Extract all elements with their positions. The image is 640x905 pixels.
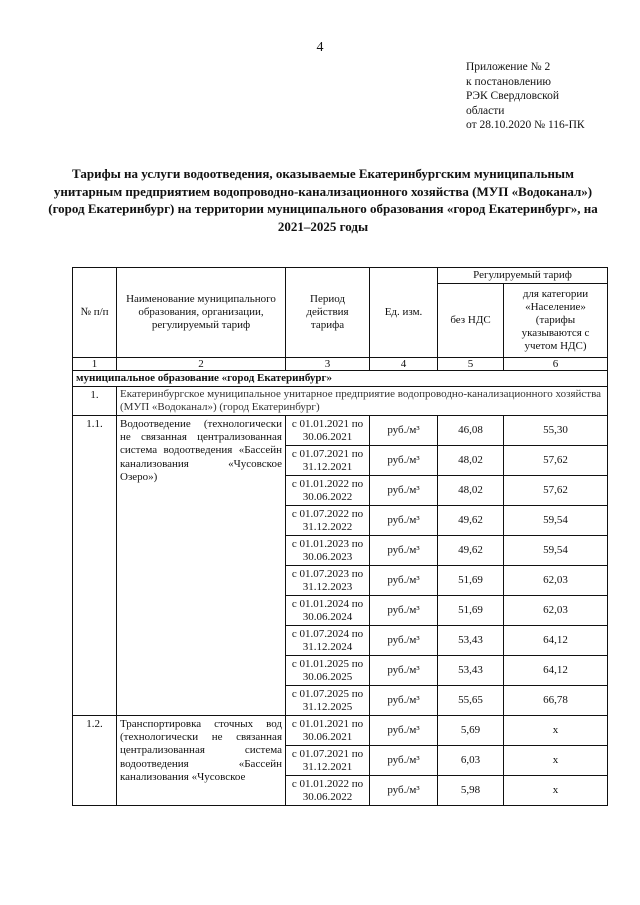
tariff-population-cell: 64,12	[504, 626, 608, 656]
header-period: Период действия тарифа	[286, 268, 370, 358]
tariff-no-vat-cell: 51,69	[438, 566, 504, 596]
page-number: 4	[316, 40, 324, 55]
header-unit: Ед. изм.	[370, 268, 438, 358]
document-title: Тарифы на услуги водоотведения, оказываемые Екатеринбургским муниципальным унитарным предприятием водопроводно-канализационного хозяйства (МУП «Водоканал») (город Екатеринбург) на территории муниципального образования «город Екатеринбург», на 2021–2025 годы	[48, 166, 598, 234]
municipality-row: муниципальное образование «город Екатеринбург»	[73, 371, 608, 387]
col-number: 3	[286, 358, 370, 371]
tariff-population-cell: 66,78	[504, 686, 608, 716]
period-cell: с 01.01.2021 по 30.06.2021	[286, 416, 370, 446]
annex-line: от 28.10.2020 № 116-ПК	[466, 119, 585, 131]
period-cell: с 01.01.2023 по 30.06.2023	[286, 536, 370, 566]
tariff-no-vat-cell: 49,62	[438, 536, 504, 566]
period-cell: с 01.01.2024 по 30.06.2024	[286, 596, 370, 626]
period-cell: с 01.07.2021 по 31.12.2021	[286, 746, 370, 776]
unit-cell: руб./м³	[370, 626, 438, 656]
period-cell: с 01.07.2022 по 31.12.2022	[286, 506, 370, 536]
annex-line: РЭК Свердловской	[466, 90, 559, 102]
tariff-population-cell: 62,03	[504, 566, 608, 596]
group-name: Транспортировка сточных вод (технологически не связанная централизованная система водоотведения «Бассейн канализования «Чусовское	[117, 716, 286, 806]
tariff-population-cell: 59,54	[504, 536, 608, 566]
header-no-vat: без НДС	[438, 284, 504, 358]
unit-cell: руб./м³	[370, 506, 438, 536]
period-cell: с 01.01.2025 по 30.06.2025	[286, 656, 370, 686]
unit-cell: руб./м³	[370, 686, 438, 716]
tariff-no-vat-cell: 5,69	[438, 716, 504, 746]
tariff-no-vat-cell: 5,98	[438, 776, 504, 806]
unit-cell: руб./м³	[370, 596, 438, 626]
tariff-no-vat-cell: 48,02	[438, 446, 504, 476]
col-number: 4	[370, 358, 438, 371]
col-number: 2	[117, 358, 286, 371]
group-num: 1.1.	[73, 416, 117, 716]
period-cell: с 01.01.2021 по 30.06.2021	[286, 716, 370, 746]
group-num: 1.2.	[73, 716, 117, 806]
tariff-no-vat-cell: 6,03	[438, 746, 504, 776]
header-name: Наименование муниципального образования, организации, регулируемый тариф	[117, 268, 286, 358]
header-num: № п/п	[73, 268, 117, 358]
tariff-no-vat-cell: 53,43	[438, 656, 504, 686]
period-cell: с 01.07.2024 по 31.12.2024	[286, 626, 370, 656]
org-num: 1.	[73, 387, 117, 416]
table-row	[73, 416, 608, 446]
unit-cell: руб./м³	[370, 656, 438, 686]
unit-cell: руб./м³	[370, 476, 438, 506]
unit-cell: руб./м³	[370, 776, 438, 806]
tariff-no-vat-cell: 51,69	[438, 596, 504, 626]
annex-line: области	[466, 104, 505, 117]
tariff-no-vat-cell: 48,02	[438, 476, 504, 506]
annex-line: Приложение № 2	[466, 61, 551, 73]
period-cell: с 01.07.2021 по 31.12.2021	[286, 446, 370, 476]
tariff-population-cell: 64,12	[504, 656, 608, 686]
annex-block	[466, 60, 585, 133]
tariff-population-cell: 57,62	[504, 446, 608, 476]
col-number: 6	[504, 358, 608, 371]
tariff-population-cell: 55,30	[504, 416, 608, 446]
tariff-population-cell: х	[504, 776, 608, 806]
tariff-population-cell: х	[504, 746, 608, 776]
tariff-population-cell: 59,54	[504, 506, 608, 536]
tariff-population-cell: х	[504, 716, 608, 746]
tariff-no-vat-cell: 55,65	[438, 686, 504, 716]
unit-cell: руб./м³	[370, 446, 438, 476]
tariff-no-vat-cell: 46,08	[438, 416, 504, 446]
unit-cell: руб./м³	[370, 566, 438, 596]
unit-cell: руб./м³	[370, 416, 438, 446]
table-row	[73, 716, 608, 746]
header-population: для категории «Население» (тарифы указываются с учетом НДС)	[504, 284, 608, 358]
period-cell: с 01.07.2025 по 31.12.2025	[286, 686, 370, 716]
tariff-no-vat-cell: 49,62	[438, 506, 504, 536]
period-cell: с 01.01.2022 по 30.06.2022	[286, 476, 370, 506]
col-number: 1	[73, 358, 117, 371]
unit-cell: руб./м³	[370, 536, 438, 566]
unit-cell: руб./м³	[370, 746, 438, 776]
tariff-population-cell: 57,62	[504, 476, 608, 506]
tariff-population-cell: 62,03	[504, 596, 608, 626]
col-number: 5	[438, 358, 504, 371]
period-cell: с 01.01.2022 по 30.06.2022	[286, 776, 370, 806]
tariff-no-vat-cell: 53,43	[438, 626, 504, 656]
period-cell: с 01.07.2023 по 31.12.2023	[286, 566, 370, 596]
header-tariff: Регулируемый тариф	[438, 268, 608, 284]
unit-cell: руб./м³	[370, 716, 438, 746]
group-name: Водоотведение (технологически не связанная централизованная система водоотведения «Бассейн канализования «Чусовское Озеро»)	[117, 416, 286, 716]
tariff-table	[72, 267, 608, 806]
org-name: Екатеринбургское муниципальное унитарное предприятие водопроводно-канализационного хозяйства (МУП «Водоканал») (город Екатеринбург)	[117, 387, 608, 416]
annex-line: к постановлению	[466, 75, 551, 88]
